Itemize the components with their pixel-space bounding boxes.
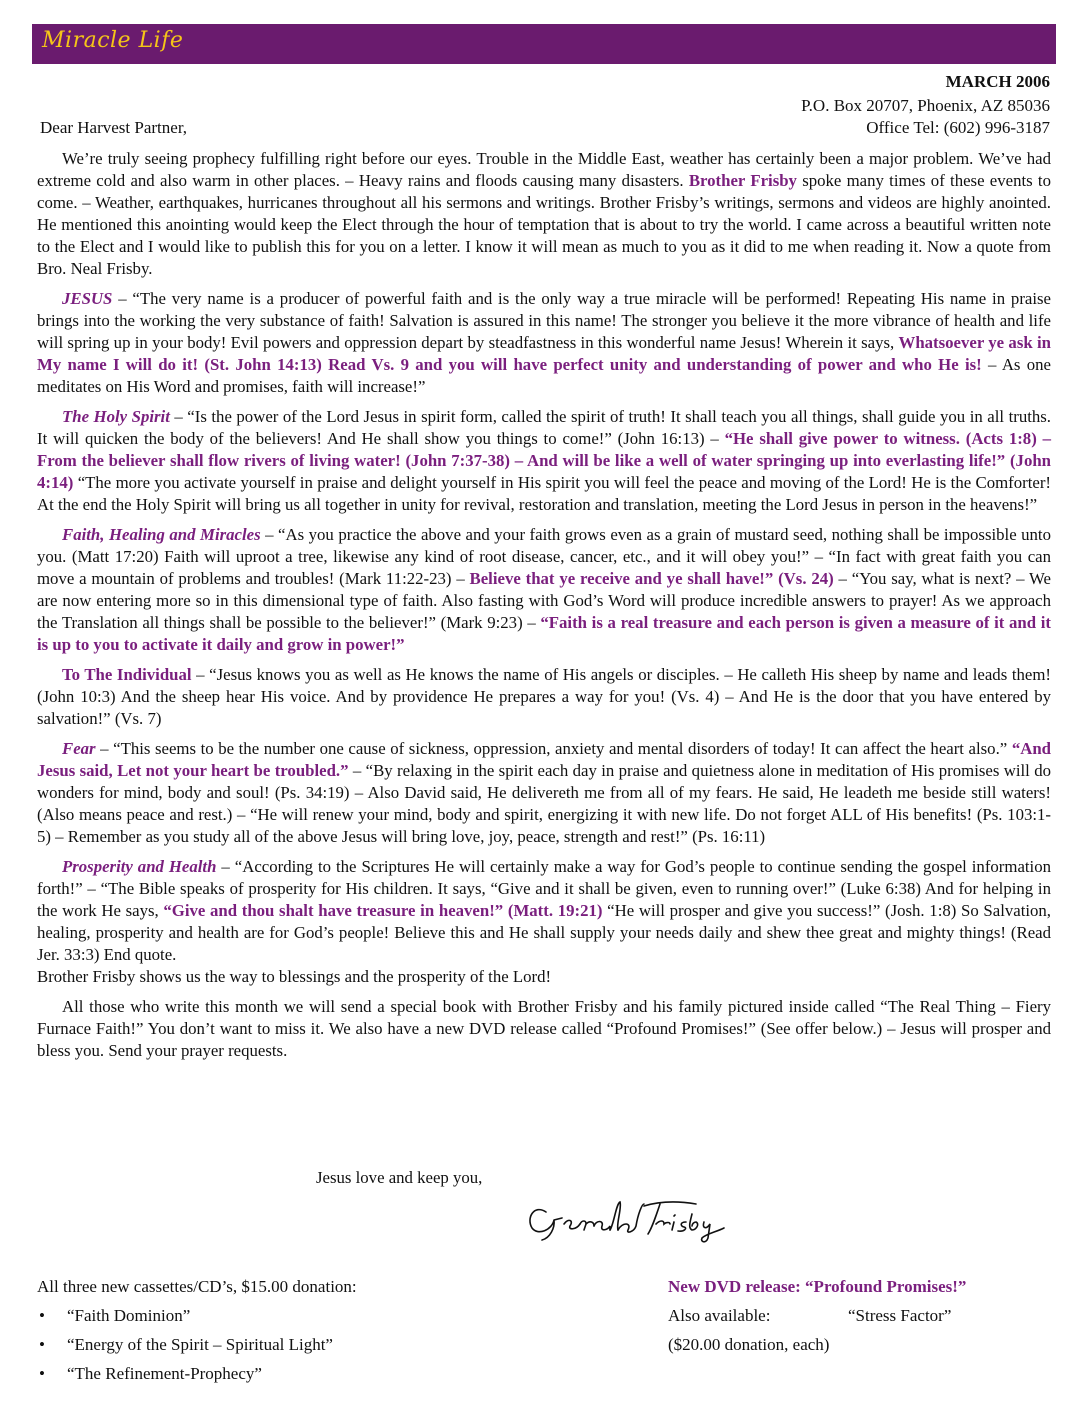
cassette-item: • “The Refinement-Prophecy” bbox=[37, 1359, 357, 1388]
individual-text: – “Jesus knows you as well as He knows the name of His angels or disciples. – He calleth His sheep by name and leads them! (John 10:3) And the sheep hear His voice. And by providence He prepares a way for you! (Vs. 4) – And He is the door that you have entered by salvation!” (Vs. 7) bbox=[37, 665, 1051, 728]
intro-highlight: Brother Frisby bbox=[688, 171, 797, 190]
individual-paragraph bbox=[37, 664, 1051, 730]
prosperity-text-1: – “According to the Scriptures He will certainly make a way for God’s people to continue sending the gospel information forth!” – “The Bible speaks of prosperity for His children. It says, “Give and it shall be given, even to running over!” (Luke 6:38) And for helping in the work He says, bbox=[37, 857, 1052, 920]
holy-spirit-heading: The Holy Spirit bbox=[62, 407, 170, 426]
holy-spirit-paragraph bbox=[37, 406, 1051, 516]
faith-heading: Faith, Healing and Miracles bbox=[62, 525, 261, 544]
closing-paragraph: All those who write this month we will send a special book with Brother Frisby and his family pictured inside called “The Real Thing – Fiery Furnace Faith!” You don’t want to miss it. We also have a new DVD release called “Profound Promises!” (See offer below.) – Jesus will prosper and bless you. Send your prayer requests. bbox=[37, 997, 1051, 1060]
dvd-offer-title: New DVD release: “Profound Promises!” bbox=[668, 1277, 967, 1296]
holy-spirit-text-2: “The more you activate yourself in praise and delight yourself in His spirit you will feel the peace and moving of the Lord! He is the Comforter! At the end the Holy Spirit will bring us all together in unity for revival, restoration and translation, meeting the Lord Jesus in person in the heavens!” bbox=[37, 473, 1051, 514]
faith-highlight-1: Believe that ye receive and ye shall have!” (Vs. 24) bbox=[469, 569, 834, 588]
jesus-paragraph bbox=[37, 288, 1051, 398]
sign-off: Jesus love and keep you, bbox=[316, 1168, 483, 1187]
jesus-highlight: Whatsoever ye ask in My name I will do it! (St. John 14:13) Read Vs. 9 and you will have perfect unity and understanding of power and who He is! bbox=[37, 333, 1051, 374]
fear-highlight: “And Jesus said, Let not your heart be troubled.” bbox=[37, 739, 1051, 780]
cassette-list bbox=[37, 1301, 357, 1388]
prosperity-text-2: “He will prosper and give you success!” (Josh. 1:8) So Salvation, healing, prosperity and health are for God’s people! Believe this and He shall supply your needs daily and shew thee great and mighty things! (Read Jer. 33:3) End quote. bbox=[37, 901, 1051, 964]
intro-paragraph bbox=[37, 148, 1051, 280]
dvd-offer bbox=[668, 1272, 966, 1359]
jesus-text-2: – As one meditates on His Word and promises, faith will increase!” bbox=[37, 355, 1051, 396]
office-telephone: Office Tel: (602) 996-3187 bbox=[866, 118, 1050, 137]
letter-body bbox=[37, 148, 1051, 1070]
fear-text-2: – “By relaxing in the spirit each day in praise and quietness alone in meditation of His promises will do wonders for mind, body and soul! (Ps. 34:19) – Also David said, He delivereth me from all of my fears. He said, He leadeth me beside still waters! (Also means peace and rest.) – “He will renew your mind, body and spirit, energizing it with new life. Do not forget ALL of His benefits! (Ps. 103:1-5) – Remember as you study all of the above Jesus will bring love, joy, peace, strength and rest!” (Ps. 16:11) bbox=[37, 761, 1051, 846]
cassette-item: • “Faith Dominion” bbox=[37, 1301, 357, 1330]
dvd-price: ($20.00 donation, each) bbox=[668, 1335, 830, 1354]
intro-text-2: spoke many times of these events to come. – Weather, earthquakes, hurricanes throughout all his sermons and writings. Brother Frisby’s writings, sermons and videos are highly anointed. He mentioned this anointing would keep the Elect through the hour of temptation that is about to try the world. I came across a beautiful written note to the Elect and I would like to publish this for you on a letter. I know it will mean as much to you as it did to me when reading it. Now a quote from Bro. Neal Frisby. bbox=[37, 171, 1051, 278]
faith-paragraph bbox=[37, 524, 1051, 656]
masthead-banner bbox=[32, 24, 1056, 64]
also-available-item: “Stress Factor” bbox=[848, 1306, 952, 1325]
fear-text-1: – “This seems to be the number one cause of sickness, oppression, anxiety and mental disorders of today! It can affect the heart also.” bbox=[95, 739, 1012, 758]
prosperity-heading: Prosperity and Health bbox=[62, 857, 217, 876]
cassette-item: • “Energy of the Spirit – Spiritual Light” bbox=[37, 1330, 357, 1359]
cassette-offer-title: All three new cassettes/CD’s, $15.00 donation: bbox=[37, 1277, 357, 1296]
fear-paragraph bbox=[37, 738, 1051, 848]
salutation: Dear Harvest Partner, bbox=[40, 118, 188, 137]
individual-heading: To The Individual bbox=[62, 665, 192, 684]
faith-highlight-2: “Faith is a real treasure and each person is given a measure of it and it is up to you to activate it daily and grow in power!” bbox=[37, 613, 1051, 654]
holy-spirit-highlight: “He shall give power to witness. (Acts 1:8) – From the believer shall flow rivers of living water! (John 7:37-38) – And will be like a well of water springing up into everlasting life!” (John 4:14) bbox=[37, 429, 1051, 492]
po-box-address: P.O. Box 20707, Phoenix, AZ 85036 bbox=[801, 96, 1050, 115]
prosperity-summary: Brother Frisby shows us the way to blessings and the prosperity of the Lord! bbox=[37, 967, 552, 986]
cassette-offer bbox=[37, 1272, 357, 1388]
faith-text-2: – “You say, what is next? – We are now entering more so in this dimensional type of faith. Also fasting with God’s Word will produce incredible answers to prayer! As we approach the Translation all things shall be possible to the believer!” (Mark 9:23) – bbox=[37, 569, 1051, 632]
prosperity-paragraph bbox=[37, 856, 1051, 966]
holy-spirit-text-1: – “Is the power of the Lord Jesus in spirit form, called the spirit of truth! It shall teach you all things, shall guide you in all truths. It will quicken the body of the believers! And He shall show you things to come!” (John 16:13) – bbox=[37, 407, 1051, 448]
also-available-row bbox=[668, 1301, 966, 1330]
fear-heading: Fear bbox=[62, 739, 96, 758]
masthead-title: Miracle Life bbox=[42, 28, 184, 53]
intro-text-1: We’re truly seeing prophecy fulfilling right before our eyes. Trouble in the Middle East, weather has certainly been a major problem. We’ve had extreme cold and also warm in other places. – Heavy rains and floods causing many disasters. bbox=[37, 149, 1051, 190]
prosperity-highlight: “Give and thou shalt have treasure in heaven!” (Matt. 19:21) bbox=[163, 901, 603, 920]
jesus-heading: JESUS bbox=[62, 289, 113, 308]
faith-text-1: – “As you practice the above and your faith grows even as a grain of mustard seed, nothing shall be impossible unto you. (Matt 17:20) Faith will uproot a tree, likewise any kind of root disease, cancer, etc., and it will obey you!” – “In fact with great faith you can move a mountain of problems and troubles! (Mark 11:22-23) – bbox=[37, 525, 1051, 588]
also-available-label: Also available: bbox=[668, 1306, 771, 1325]
jesus-text-1: – “The very name is a producer of powerful faith and is the only way a true miracle will be performed! Repeating His name in praise brings into the working the very substance of faith! Salvation is assured in this name! The stronger you believe it the more vibrance of health and life will spring up in your body! Evil powers and oppression depart by steadfastness in this wonderful name Jesus! Wherein it says, bbox=[37, 289, 1051, 352]
signature-image bbox=[524, 1194, 734, 1246]
letter-date: MARCH 2006 bbox=[945, 72, 1050, 91]
